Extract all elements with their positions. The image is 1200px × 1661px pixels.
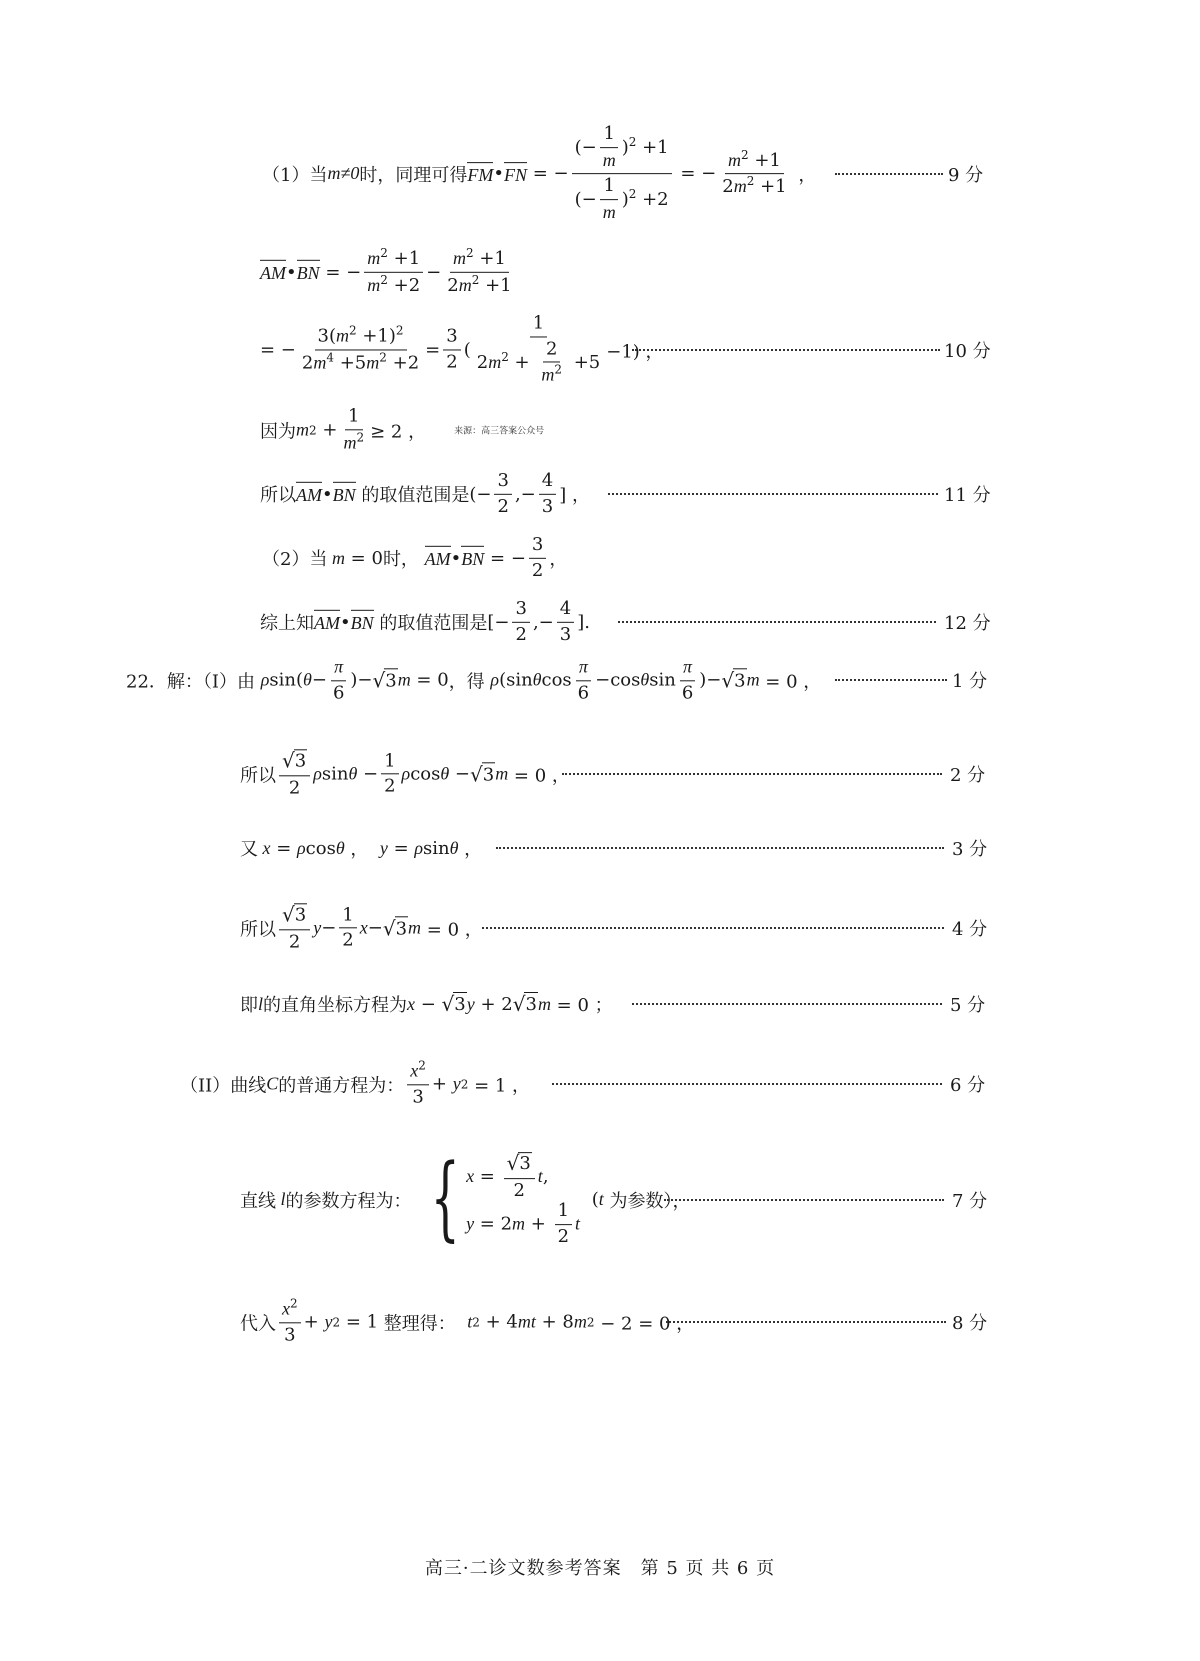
vector-am: AM (260, 260, 286, 284)
dot-leader (552, 1083, 942, 1085)
math-line: 即 l 的直角坐标方程为 x − √ 3 y + 2 √ 3 m = 0 ； (240, 992, 613, 1016)
dot-leader (632, 349, 940, 351)
text: 的参数方程为： (285, 1191, 412, 1212)
math-variable: C (266, 1073, 279, 1094)
text: 所以 (240, 919, 276, 940)
dot-leader (618, 621, 936, 623)
text: 直线 (240, 1191, 276, 1212)
score: 9 分 (948, 165, 984, 186)
math-line: 因为 m 2 + $\frac{1}{m^2}$ ≥ 2 ， 来源：高三答案公众号 (260, 405, 545, 452)
dot-leader (666, 1321, 946, 1323)
dot-leader (562, 773, 942, 775)
score: 6 分 (950, 1075, 986, 1096)
math-line: 代入 $\frac{x^2}{3}$ + y 2 = 1 整理得： t 2 + 4 mt + 8 m 2 − 2 = 0 ， (240, 1296, 695, 1345)
math-line: = − $\frac{3(m^2 +1)^2}{2m^4 +5m^2 +2}$ = $\frac{3}{2}$ ( 1 $2m^2$ + $\frac{2}{m^2}$ +5 −1) ， (260, 312, 664, 385)
score: 4 分 (952, 919, 988, 940)
math-condition: m≠0 (327, 163, 360, 184)
dot-leader (482, 927, 944, 929)
score: 7 分 (952, 1191, 988, 1212)
math-line: 所以 √ 3 2 y − $\frac{1}{2}$ x − √ 3 m = 0 ， (240, 902, 483, 952)
score: 1 分 (952, 671, 988, 692)
score: 2 分 (950, 765, 986, 786)
math-line: （2）当 m = 0 时， AM • BN = − $\frac{3}{2}$ ， (262, 533, 568, 581)
vector-bn: BN (297, 260, 320, 284)
text: 的直角坐标方程为 (263, 995, 408, 1016)
math-line: （1）当 m≠0 时，同理可得 FM • FN = − (− $\frac{1}{m}$ )$^2$ +1 (− $\frac{1}{m}$ )$^2$ +2 = − $\frac{m^2 +1}{2m^2 +1}$ ， (262, 123, 817, 223)
score: 10 分 (944, 341, 991, 362)
math-line: 综上知 AM • BN 的取值范围是 [− $\frac{3}{2}$ ,− $\frac{4}{3}$ ]. (260, 597, 590, 645)
text: 整理得： (383, 1313, 456, 1334)
text: 综上知 (260, 613, 314, 634)
text: 时， (382, 549, 419, 570)
dot-leader (664, 1199, 944, 1201)
text: （II）曲线 (180, 1075, 267, 1096)
source-note: 来源：高三答案公众号 (454, 426, 545, 437)
dot-leader (835, 173, 943, 175)
math-variable: l (258, 993, 264, 1014)
vector-fn: FN (504, 162, 527, 186)
text: 代入 (240, 1313, 276, 1334)
score: 3 分 (952, 839, 988, 860)
dot-leader (835, 679, 947, 681)
math-line: 22．解：（I）由 ρ sin( θ − $\frac{\pi}{6}$ )− √ 3 m = 0 ，得 ρ (sin θ cos $\frac{\pi}{6}$ −cos θ sin $\frac{\pi}{6}$ )− √ 3 m = 0 ， (126, 656, 822, 703)
page-footer: 高三·二诊文数参考答案 第 5 页 共 6 页 (424, 1558, 776, 1579)
text: 的普通方程为： (278, 1075, 405, 1096)
system-of-equations: { x = √ 3 2 t, y = 2m + $\frac{1}{2}$ t (430, 1144, 581, 1252)
text: 时，同理可得 (359, 165, 468, 186)
text: 所以 (260, 485, 296, 506)
math-line: （II）曲线 C 的普通方程为： $\frac{x^2}{3}$ + y 2 = 1 ， (180, 1058, 531, 1107)
vector-fm: FM (467, 162, 493, 186)
text: ，得 (448, 671, 485, 692)
text: 又 (240, 839, 258, 860)
dot-leader (496, 847, 944, 849)
math-line: AM • BN = − $\frac{m^2 +1}{m^2 +2}$ − $\frac{m^2 +1}{2m^2 +1}$ (260, 245, 512, 296)
math-variable: l (280, 1189, 286, 1210)
dot-leader (632, 1003, 942, 1005)
score: 11 分 (944, 485, 991, 506)
score: 5 分 (950, 995, 986, 1016)
dot-leader (608, 493, 938, 495)
problem-label: 22．解：（I）由 (126, 671, 256, 692)
math-line: 直线 l 的参数方程为： { x = √ 3 2 t, y = 2m + $\frac{1}{2}$ t ( t 为参数）， (240, 1144, 691, 1252)
item-label: （1）当 (262, 165, 328, 186)
math-line: 所以 AM • BN 的取值范围是 (− $\frac{3}{2}$ ,− $\frac{4}{3}$ ] ， (260, 469, 590, 517)
text: 的取值范围是 (379, 613, 488, 634)
math-line: 所以 √ 3 2 ρ sin θ − $\frac{1}{2}$ ρ cos θ − √ 3 m = 0 ， (240, 748, 570, 798)
text: 为参数）， (609, 1191, 691, 1212)
fraction: (− $\frac{1}{m}$ )$^2$ +1 (− $\frac{1}{m}$ )$^2$ +2 (572, 124, 672, 224)
score: 8 分 (952, 1313, 988, 1334)
score: 12 分 (944, 613, 991, 634)
text: 所以 (240, 765, 276, 786)
math-line: 又 x = ρ cos θ ， y = ρ sin θ ， (240, 835, 482, 861)
text: 因为 (260, 421, 296, 442)
text: 即 (240, 995, 258, 1016)
text: 的取值范围是 (361, 485, 470, 506)
item-label: （2）当 (262, 549, 328, 570)
